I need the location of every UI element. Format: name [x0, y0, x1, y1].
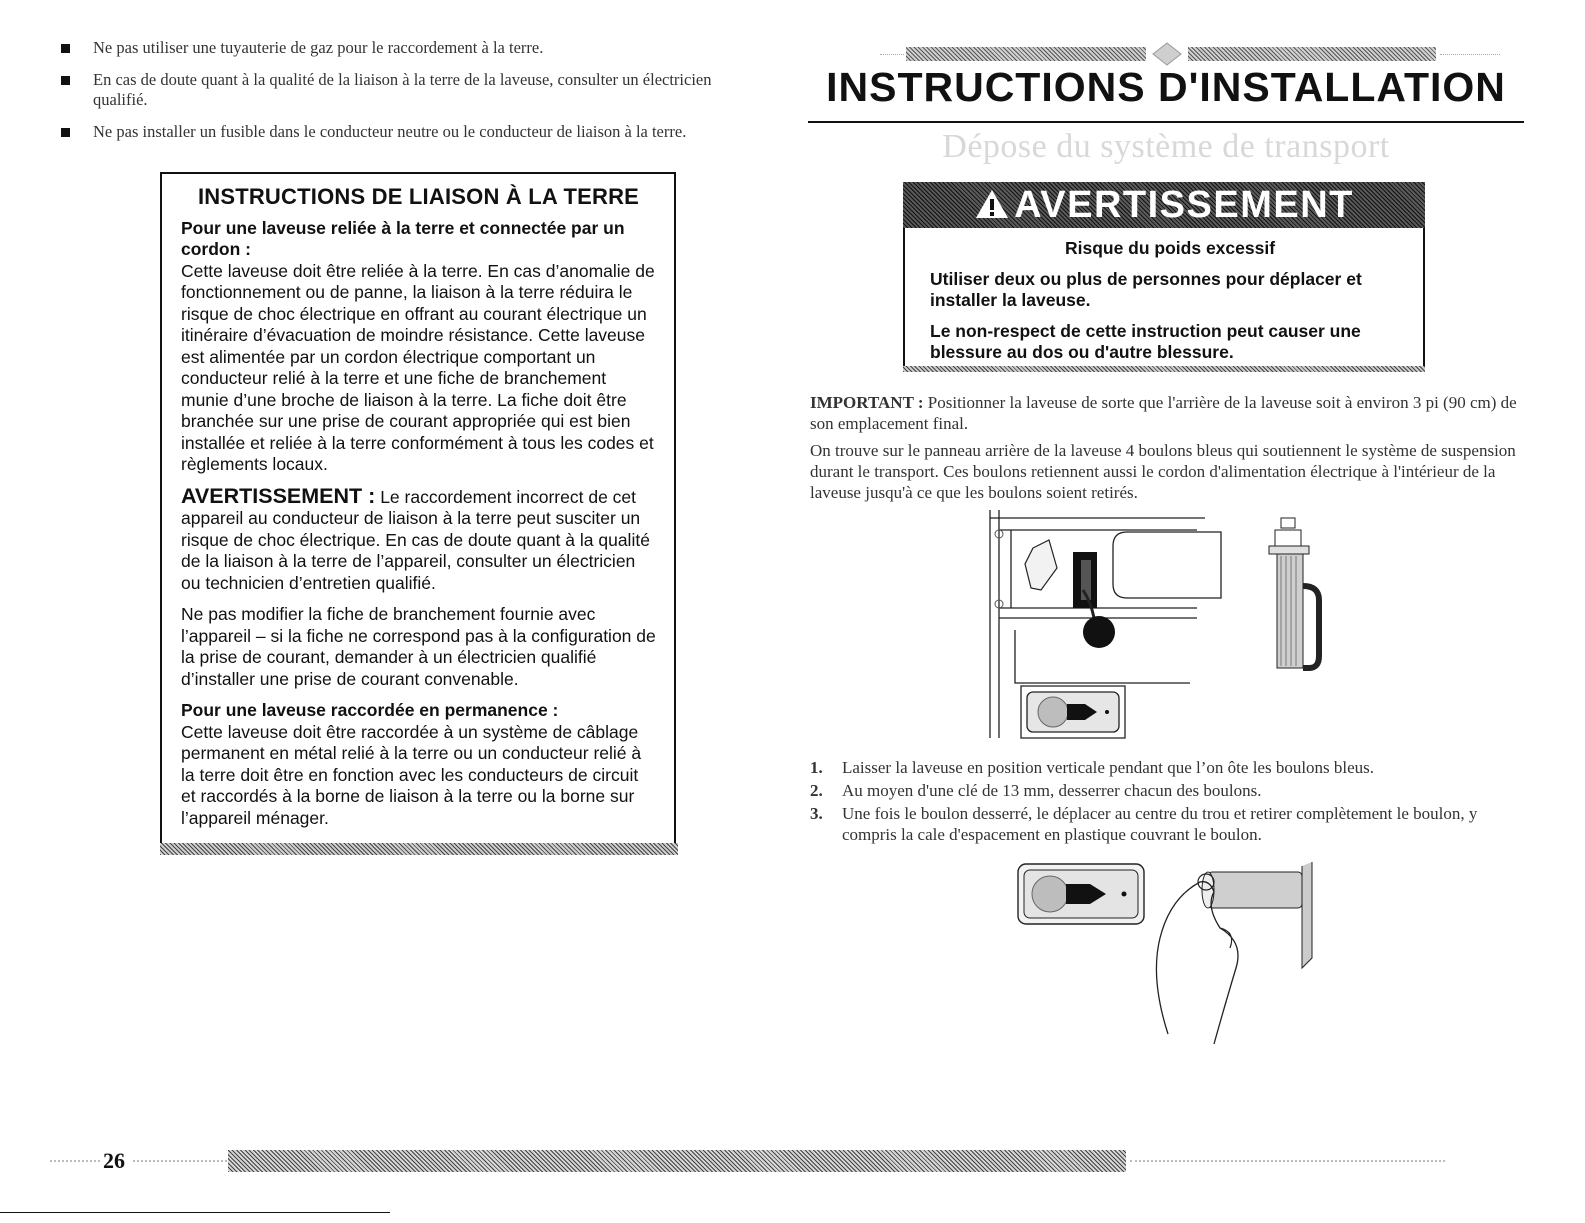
list-item: En cas de doute quant à la qualité de la liaison à la terre de la laveuse, consulter un électricien qualifié. — [55, 70, 755, 110]
warning-text: Le raccordement incorrect de cet appareil au conducteur de liaison à la terre peut susciter un risque de choc électrique. En cas de doute quant à la qualité de la liaison à la terre de l’appareil, consulter un électricien ou technicien d’entretien qualifié. — [181, 486, 650, 593]
bolt-with-spacer-icon — [1269, 518, 1319, 668]
warning-line-2: Le non-respect de cette instruction peut causer une blessure au dos ou d'autre blessure. — [930, 321, 1361, 362]
step-item: 1. Laisser la laveuse en position verticale pendant que l’on ôte les boulons bleus. — [810, 758, 1375, 777]
warning-line-1: Utiliser deux ou plus de personnes pour déplacer et installer la laveuse. — [930, 269, 1362, 310]
important-text: Positionner la laveuse de sorte que l'arrière de la laveuse soit à environ 3 pi (90 cm) de son emplacement final. — [810, 393, 1517, 433]
title-rule — [808, 121, 1524, 123]
important-paragraph — [810, 392, 1525, 509]
permanent-text: Cette laveuse doit être raccordée à un système de câblage permanent en métal relié à la terre ou un conducteur relié à la terre doit être en fonction avec les conducteurs de circuit et raccordés à la borne de liaison à la terre ou la borne sur l’appareil ménager. — [181, 721, 642, 828]
list-item: Ne pas utiliser une tuyauterie de gaz pour le raccordement à la terre. — [55, 38, 755, 58]
footer-dots-right — [1130, 1160, 1445, 1162]
cord-heading: Pour une laveuse reliée à la terre et connectée par un cordon : — [181, 217, 625, 259]
grounding-instructions-box — [160, 172, 676, 848]
plug-text: Ne pas modifier la fiche de branchement fournie avec l’appareil – si la fiche ne correspond pas à la configuration de la prise de courant, demander à un électricien qualifié d’installer une prise de courant convenable. — [181, 604, 656, 689]
diamond-ornament-icon — [1150, 42, 1184, 66]
permanent-heading: Pour une laveuse raccordée en permanence : — [181, 700, 559, 720]
bullet-square-icon — [61, 44, 70, 53]
warning-label: AVERTISSEMENT : — [181, 483, 376, 508]
bottom-rule — [0, 1212, 390, 1213]
important-label: IMPORTANT : — [810, 393, 924, 412]
page-title: INSTRUCTIONS D'INSTALLATION — [826, 64, 1506, 110]
bullet-square-icon — [61, 128, 70, 137]
step-item: 3. Une fois le boulon desserré, le déplacer au centre du trou et retirer complètement le boulon, y compris la cale d'espacement en plastique couvrant le boulon. — [810, 804, 1478, 844]
page-number: 26 — [103, 1148, 125, 1173]
warning-title: AVERTISSEMENT — [903, 184, 1425, 227]
warning-bottom-strip — [903, 366, 1425, 372]
step-item: 2. Au moyen d'une clé de 13 mm, desserrer chacun des boulons. — [810, 781, 1262, 800]
header-deco-band-right — [1188, 47, 1436, 61]
list-item: Ne pas installer un fusible dans le conducteur neutre ou le conducteur de liaison à la terre. — [55, 122, 755, 142]
box-bottom-band — [160, 843, 678, 855]
header-deco-band-left — [906, 47, 1146, 61]
warning-content — [930, 238, 1410, 373]
bullet-square-icon — [61, 76, 70, 85]
warning-risk: Risque du poids excessif — [1064, 238, 1276, 258]
rear-panel-illustration — [985, 508, 1365, 744]
section-title: Dépose du système de transport — [942, 128, 1390, 165]
bullet-list — [55, 38, 755, 154]
cord-text: Cette laveuse doit être reliée à la terre. En cas d’anomalie de fonctionnement ou de panne, la liaison à la terre réduira le risque de choc électrique en offrant au courant électrique un itinéraire d’évacuation de moindre résistance. Cette laveuse est alimentée par un cordon électrique comportant un conducteur relié à la terre et une fiche de branchement munie d’une broche de liaison à la terre. La fiche doit être branchée sur une prise de courant appropriée qui est bien installée et reliée à la terre conformément à tous les codes et règlements locaux. — [181, 260, 655, 474]
footer-dots-left — [50, 1160, 100, 1162]
steps-list — [810, 757, 1510, 847]
grounding-title: INSTRUCTIONS DE LIAISON À LA TERRE — [197, 184, 640, 209]
footer-band — [228, 1150, 1126, 1172]
grounding-warning — [181, 483, 656, 595]
warning-triangle-icon — [974, 188, 1010, 220]
info-paragraph: On trouve sur le panneau arrière de la laveuse 4 boulons bleus qui soutiennent le système de suspension durant le transport. Ces boulons retiennent aussi le cordon d'alimentation électrique à l'intérieur de la laveuse jusqu'à ce que les boulons soient retirés. — [810, 441, 1516, 502]
bolt-removal-illustration — [1010, 858, 1340, 1048]
footer-dots-mid — [133, 1160, 227, 1162]
